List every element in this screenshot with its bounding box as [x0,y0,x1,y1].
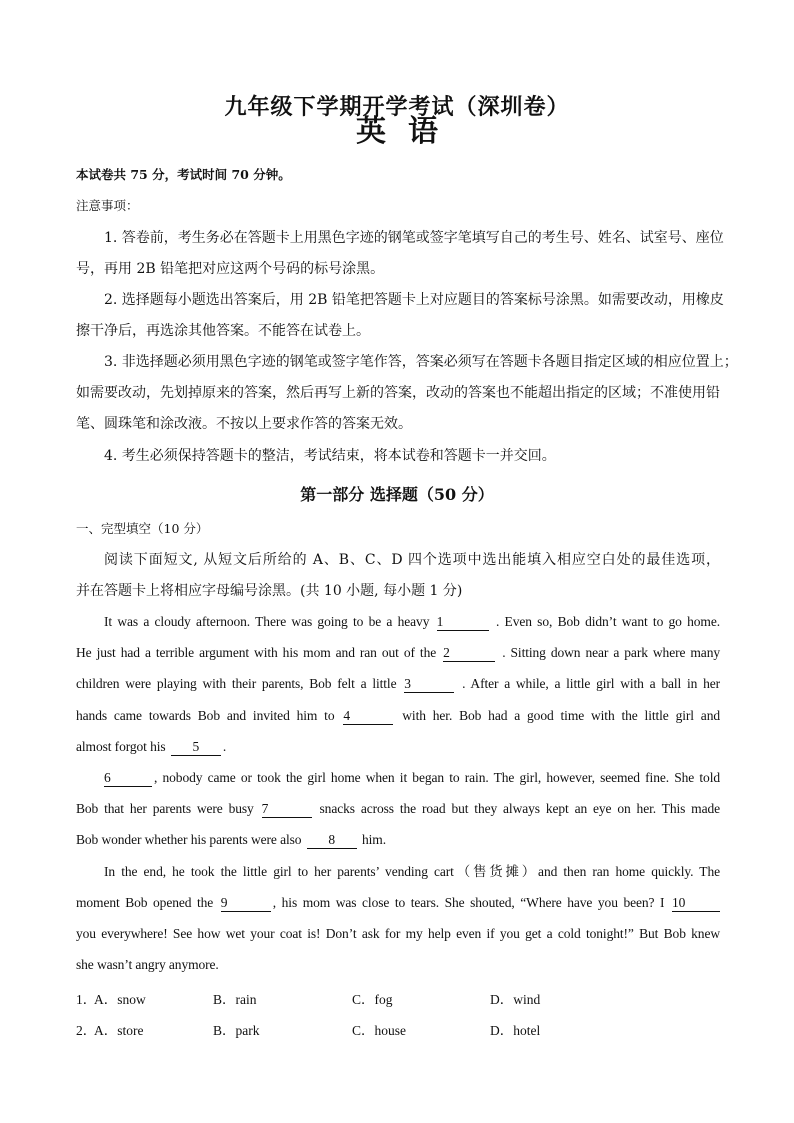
blank-10: 10 [672,895,720,912]
notes-title: 注意事项： [76,198,139,213]
section-1-title: 一、完型填空（10 分） [76,521,209,536]
blank-8: 8 [307,832,357,849]
note-4: 4. 考生必须保持答题卡的整洁，考试结束，将本试卷和答题卡一并交回。 [104,448,556,464]
passage-line: she wasn’t angry anymore. [76,957,219,972]
passage-line: moment Bob opened the 9 , his mom was close to tears. She shouted, “Where have you been? I 10 [76,893,720,913]
question-2-option-c: C．house [352,1023,406,1038]
note-1-line-2: 号，再用 2B 铅笔把对应这两个号码的标号涂黑。 [76,261,385,277]
passage-line: It was a cloudy afternoon. There was going to be a heavy 1 . Even so, Bob didn’t want to go home. [104,614,720,629]
question-2-option-a: A．store [94,1023,144,1038]
passage-line: He just had a terrible argument with his mom and ran out of the 2 . Sitting down near a park where many [76,645,721,660]
instruction-line-1: 阅读下面短文, 从短文后所给的 A、B、C、D 四个选项中选出能填入相应空白处的最佳选项， [104,552,720,568]
instruction-line-2: 并在答题卡上将相应字母编号涂黑。(共 10 小题, 每小题 1 分) [76,583,463,599]
blank-2: 2 [443,645,495,662]
question-1-option-d: D．wind [490,992,541,1007]
passage-line: In the end, he took the little girl to her parents’ vending cart（售货摊）and then ran home quickly. The [104,864,720,879]
part-1-heading: 第一部分 选择题（50 分） [300,485,494,504]
note-3-line-1: 3. 非选择题必须用黑色字迹的钢笔或签字笔作答，答案必须写在答题卡各题目指定区域的相应位置上； [104,354,738,370]
question-1-number: 1． [76,992,97,1007]
exam-title: 九年级下学期开学考试（深圳卷） [224,94,570,120]
blank-9: 9 [221,895,271,912]
blank-1: 1 [437,614,489,631]
question-1-option-c: C．fog [352,992,393,1007]
question-2-option-b: B．park [213,1023,260,1038]
question-2-option-d: D．hotel [490,1023,541,1038]
note-2-line-2: 擦干净后，再选涂其他答案。不能答在试卷上。 [76,323,370,339]
note-3-line-3: 笔、圆珠笔和涂改液。不按以上要求作答的答案无效。 [76,416,412,432]
note-3-line-2: 如需要改动，先划掉原来的答案，然后再写上新的答案，改动的答案也不能超出指定的区域；不准使用铅 [76,385,720,401]
passage-line: hands came towards Bob and invited him to 4 with her. Bob had a good time with the little girl and [76,708,720,723]
passage-line: Bob wonder whether his parents were also 8 him. [76,832,386,847]
note-1-line-1: 1. 答卷前，考生务必在答题卡上用黑色字迹的钢笔或签字笔填写自己的考生号、姓名、试室号、座位 [104,230,724,246]
question-1-option-a: A．snow [94,992,146,1007]
blank-7: 7 [262,801,312,818]
note-2-line-1: 2. 选择题每小题选出答案后，用 2B 铅笔把答题卡上对应题目的答案标号涂黑。如需要改动，用橡皮 [104,292,724,308]
passage-line: 6 , nobody came or took the girl home when it began to rain. The girl, however, seemed fine. She told [104,770,720,785]
passage-line: children were playing with their parents, Bob felt a little 3 . After a while, a little girl with a ball in her [76,676,721,691]
passage-line: almost forgot his 5 . [76,739,227,754]
question-2-number: 2． [76,1023,97,1038]
blank-6: 6 [104,770,152,787]
subject-title: 英语 [356,114,460,149]
passage-line: you everywhere! See how wet your coat is! Don’t ask for my help even if you get a cold tonight!” But Bob knew [76,926,720,941]
passage-line: Bob that her parents were busy 7 snacks across the road but they always kept an eye on her. This made [76,801,721,816]
blank-3: 3 [404,676,454,693]
score-line: 本试卷共 75 分，考试时间 70 分钟。 [76,167,291,182]
blank-4: 4 [343,708,393,725]
question-1-option-b: B．rain [213,992,257,1007]
blank-5: 5 [171,739,221,756]
